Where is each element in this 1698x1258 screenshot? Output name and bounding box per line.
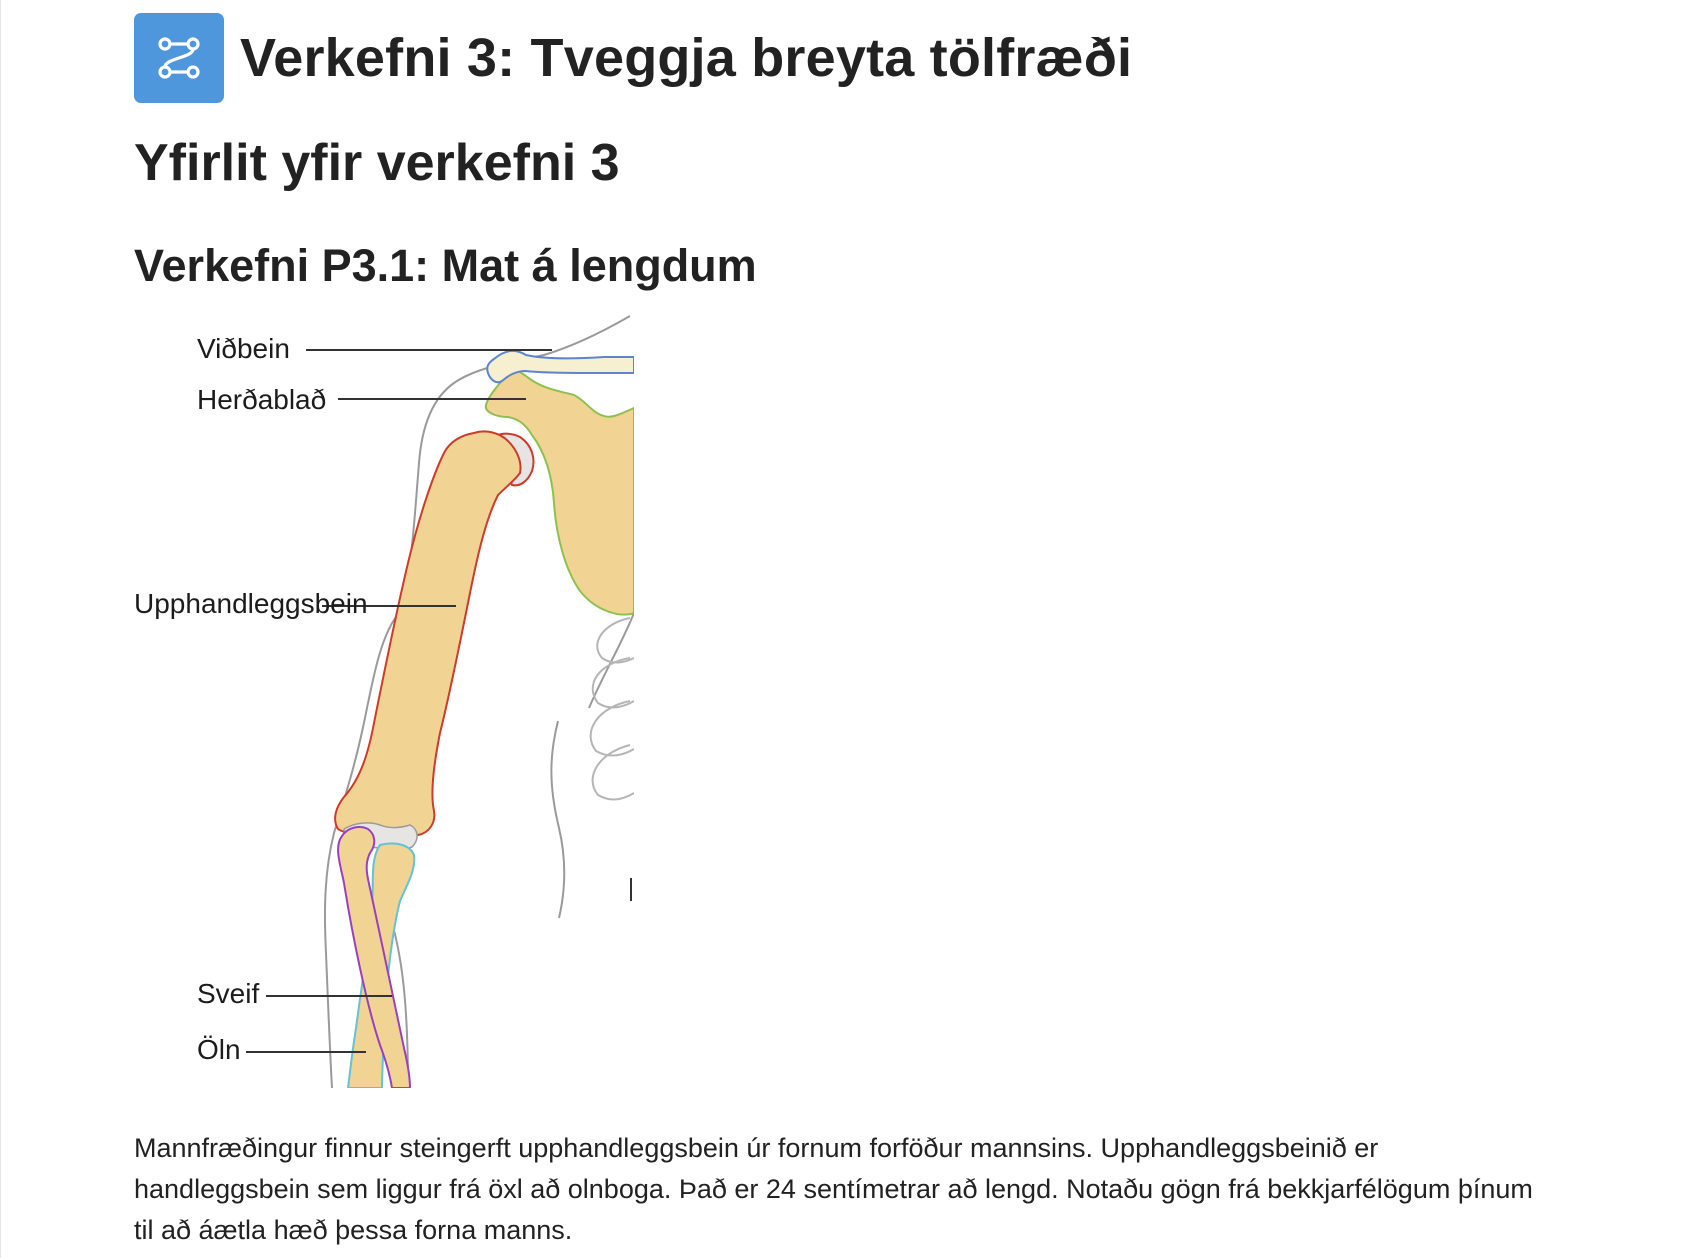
- label-humerus: Upphandleggsbein: [134, 588, 368, 619]
- label-radius: Sveif: [197, 978, 260, 1009]
- label-scapula: Herðablað: [197, 384, 327, 415]
- arm-skeleton-illustration: [134, 313, 634, 1088]
- page-title-row: [134, 13, 1132, 103]
- humerus-bone: [335, 431, 520, 835]
- task-description: Mannfræðingur finnur steingerft upphandleggsbein úr fornum forföður mannsins. Upphandleggsbeinið er handleggsbein sem liggur frá öxl að olnboga. Það er 24 sentímetrar að lengd. Notaðu gögn frá bekkjarfélögum þínum til að áætla hæð þessa forna manns.: [134, 1133, 1533, 1245]
- scapula-bone: [486, 368, 634, 615]
- torso-outline: [551, 721, 564, 918]
- arm-skeleton-figure: [134, 313, 634, 1088]
- page-title: Verkefni 3: Tveggja breyta tölfræði: [240, 28, 1133, 88]
- route-icon: [134, 13, 224, 103]
- section-heading: Yfirlit yfir verkefni 3: [134, 134, 620, 192]
- subsection-heading: Verkefni P3.1: Mat á lengdum: [134, 240, 757, 291]
- label-clavicle: Viðbein: [197, 333, 290, 364]
- label-ulna: Öln: [197, 1034, 241, 1065]
- page-left-edge: [0, 0, 1, 1258]
